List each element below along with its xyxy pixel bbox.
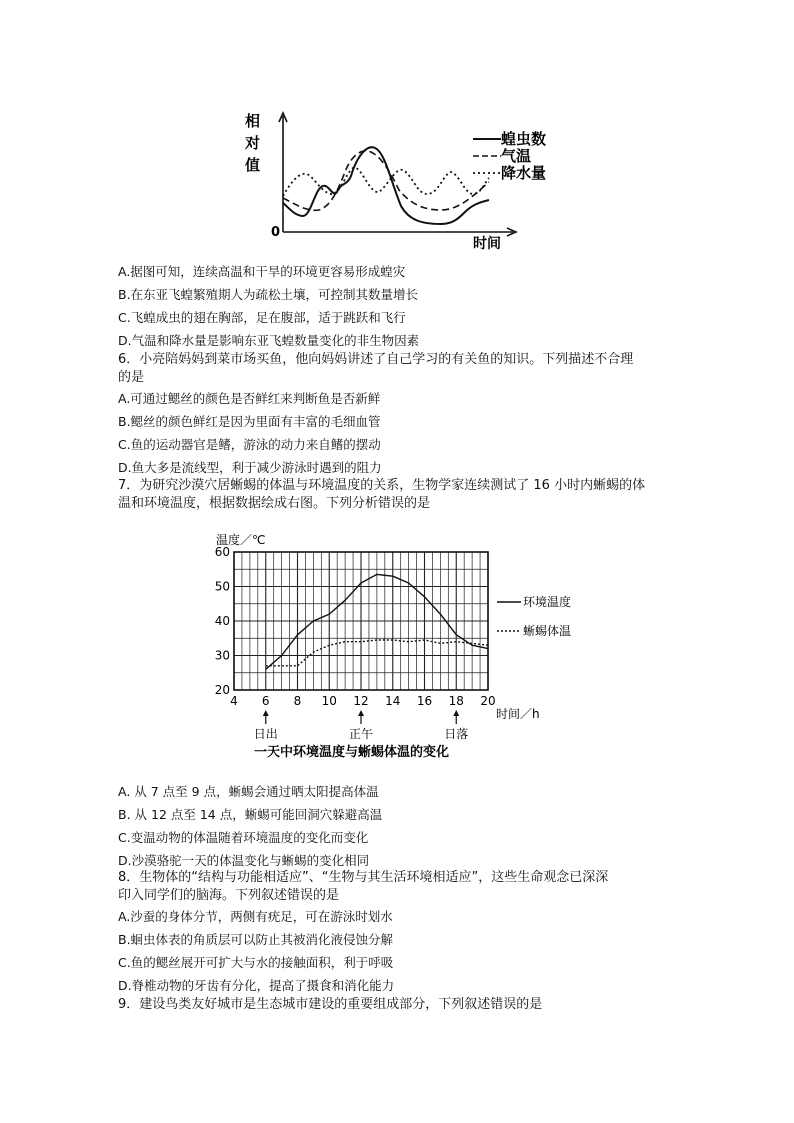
- y-tick-label: 30: [214, 648, 230, 663]
- annotation-label: 日落: [444, 727, 469, 741]
- q6-option-b: B.鳃丝的颜色鲜红是因为里面有丰富的毛细血管: [118, 414, 381, 429]
- annotation-arrowhead: [263, 710, 269, 716]
- y-tick-label: 60: [214, 545, 230, 559]
- legend-label-locust: 蝗虫数: [501, 130, 547, 148]
- x-tick-label: 4: [230, 694, 238, 708]
- chart-grid: [234, 552, 488, 690]
- locust-count-line: [283, 147, 489, 224]
- annotation-arrowhead: [358, 710, 364, 716]
- y-tick-label: 50: [214, 579, 230, 594]
- q7-option-d: D.沙漠骆驼一天的体温变化与蜥蜴的变化相同: [118, 853, 370, 868]
- q6-stem-line2: 的是: [118, 370, 145, 385]
- q6-option-d: D.鱼大多是流线型，利于减少游泳时遇到的阻力: [118, 460, 382, 475]
- annotation-arrowhead: [453, 710, 459, 716]
- figure1-ylabel-2: 对: [245, 134, 261, 152]
- q7-option-b: B. 从 12 点至 14 点，蜥蜴可能回洞穴躲避高温: [118, 807, 383, 822]
- figure1-xlabel: 时间: [473, 236, 501, 252]
- q5-option-d: D.气温和降水量是影响东亚飞蝗数量变化的非生物因素: [118, 333, 420, 348]
- legend-label-rainfall: 降水量: [501, 164, 547, 182]
- y-tick-label: 40: [214, 614, 230, 628]
- q7-stem-line1: 7．为研究沙漠穴居蜥蜴的体温与环境温度的关系，生物学家连续测试了 16 小时内蜥蜴的体: [118, 478, 646, 493]
- q8-option-c: C.鱼的鳃丝展开可扩大与水的接触面积，利于呼吸: [118, 955, 394, 970]
- x-tick-label: 12: [353, 694, 369, 708]
- chart-title: 一天中环境温度与蜥蜴体温的变化: [254, 745, 450, 760]
- q9-stem-line1: 9．建设鸟类友好城市是生态城市建设的重要组成部分，下列叙述错误的是: [118, 997, 543, 1012]
- q6-option-c: C.鱼的运动器官是鳍，游泳的动力来自鳍的摆动: [118, 437, 381, 452]
- q8-stem-line1: 8．生物体的“结构与功能相适应”、“生物与其生活环境相适应”，这些生命观念已深深: [118, 870, 609, 885]
- x-tick-label: 8: [293, 694, 302, 708]
- lizard-temperature-chart: [196, 524, 576, 766]
- chart-ylabel: 温度／℃: [216, 533, 266, 547]
- figure1-ylabel-3: 值: [245, 156, 261, 174]
- legend-label-env: 环境温度: [523, 595, 572, 609]
- legend-label-lizard: 蜥蜴体温: [523, 624, 572, 638]
- y-tick-label: 20: [214, 683, 230, 697]
- x-tick-label: 16: [416, 694, 433, 708]
- figure1-ylabel-1: 相: [245, 112, 261, 130]
- rainfall-line: [283, 168, 489, 196]
- q7-stem-line2: 温和环境温度，根据数据绘成右图。下列分析错误的是: [118, 496, 431, 511]
- legend-label-temperature: 气温: [501, 147, 532, 165]
- q8-option-b: B.蛔虫体表的角质层可以防止其被消化液侵蚀分解: [118, 932, 394, 947]
- locust-figure: [245, 108, 565, 256]
- q6-option-a: A.可通过鳃丝的颜色是否鲜红来判断鱼是否新鲜: [118, 391, 381, 406]
- q5-option-a: A.据图可知，连续高温和干旱的环境更容易形成蝗灾: [118, 264, 406, 279]
- annotation-label: 日出: [253, 727, 278, 741]
- q8-option-a: A.沙蚕的身体分节，两侧有疣足，可在游泳时划水: [118, 909, 393, 924]
- q8-stem-line2: 印入同学们的脑海。下列叙述错误的是: [118, 888, 340, 903]
- x-tick-label: 14: [385, 694, 401, 708]
- q7-option-a: A. 从 7 点至 9 点，蜥蜴会通过晒太阳提高体温: [118, 784, 379, 799]
- chart-xlabel: 时间／h: [496, 707, 540, 721]
- q8-option-d: D.脊椎动物的牙齿有分化，提高了摄食和消化能力: [118, 978, 395, 993]
- annotation-label: 正午: [348, 727, 374, 741]
- x-tick-label: 18: [448, 694, 464, 708]
- q5-option-b: B.在东亚飞蝗繁殖期人为疏松土壤，可控制其数量增长: [118, 287, 419, 302]
- x-tick-label: 6: [261, 694, 270, 708]
- x-tick-label: 10: [321, 694, 337, 708]
- x-tick-label: 20: [480, 694, 496, 708]
- q6-stem-line1: 6．小亮陪妈妈到菜市场买鱼，他向妈妈讲述了自己学习的有关鱼的知识。下列描述不合理: [118, 352, 634, 367]
- q7-option-c: C.变温动物的体温随着环境温度的变化而变化: [118, 830, 369, 845]
- q5-option-c: C.飞蝗成虫的翅在胸部，足在腹部，适于跳跃和飞行: [118, 310, 406, 325]
- figure1-origin: 0: [271, 225, 281, 240]
